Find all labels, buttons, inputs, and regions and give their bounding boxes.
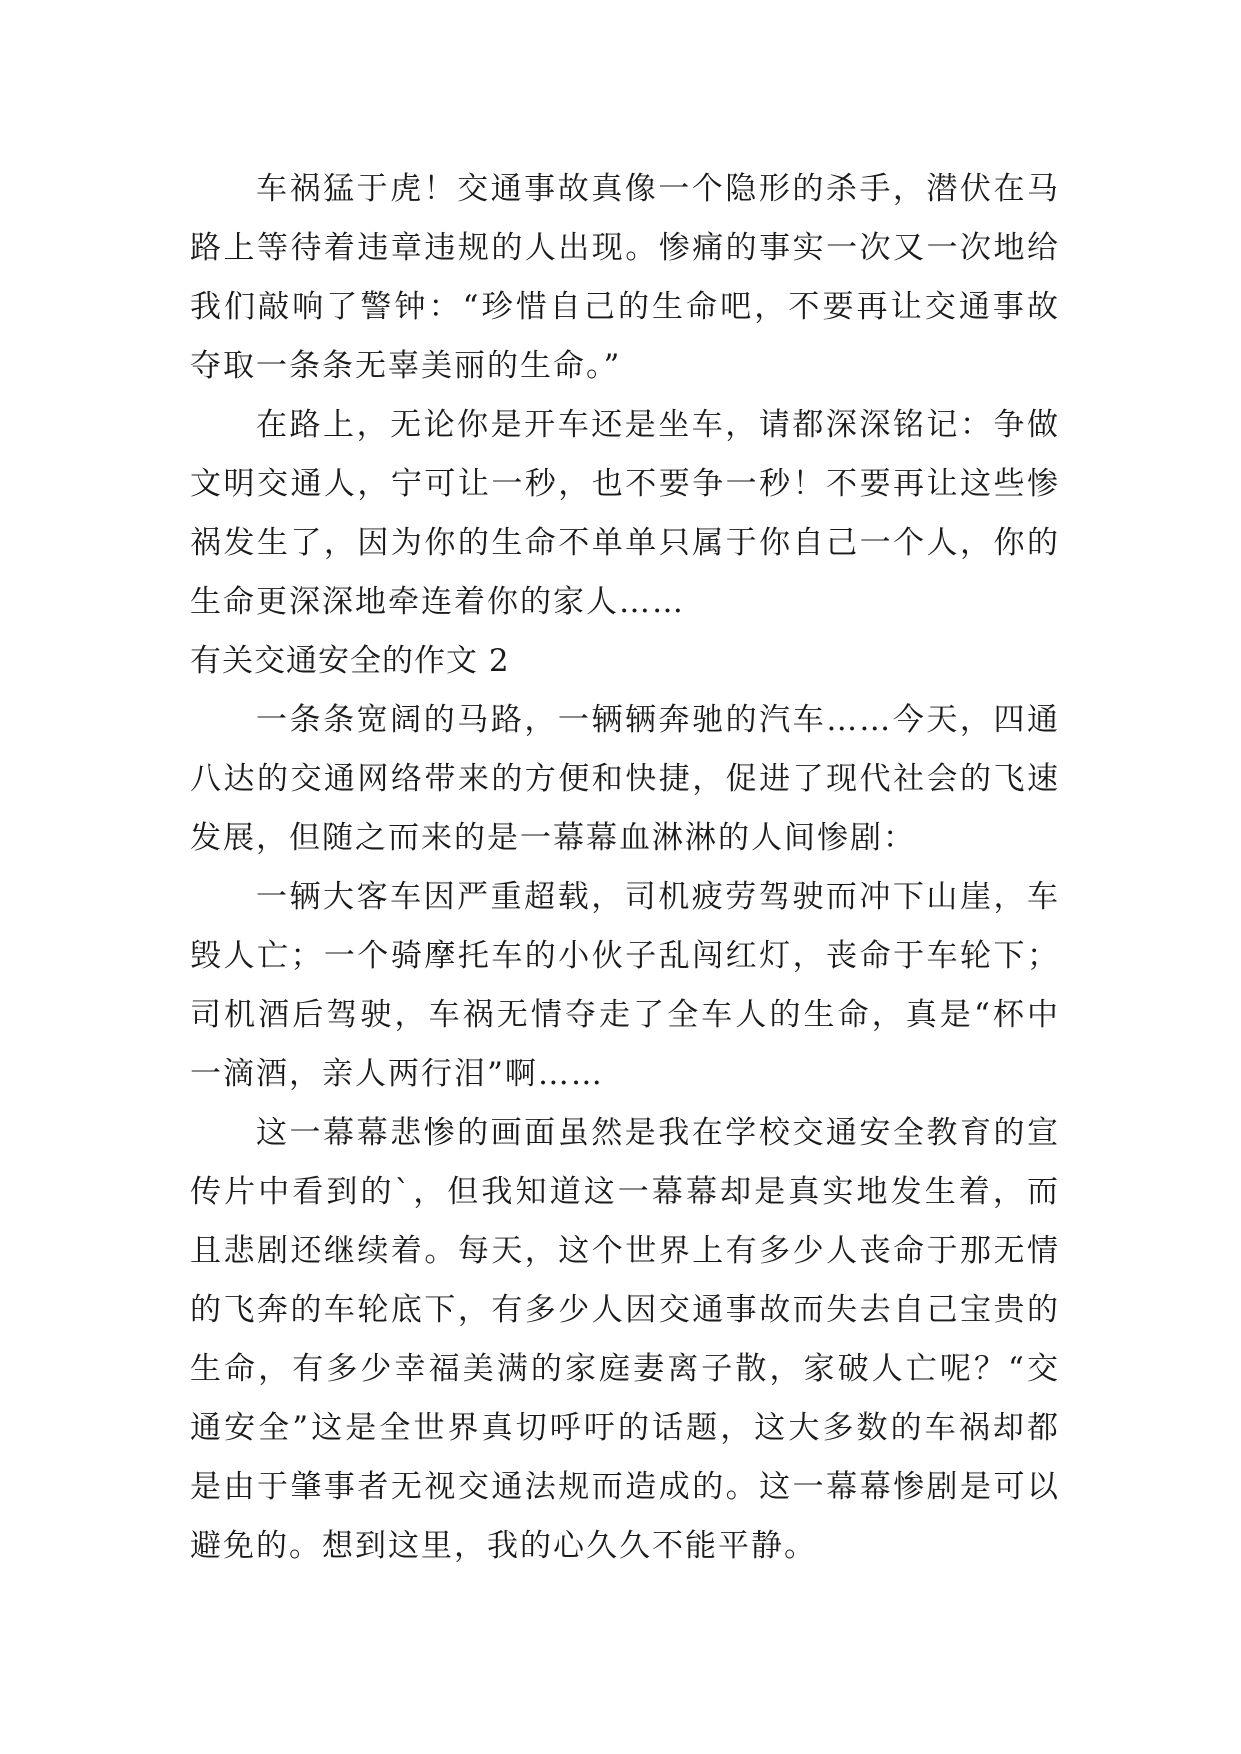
paragraph-traffic-killer: 车祸猛于虎！交通事故真像一个隐形的杀手，潜伏在马路上等待着违章违规的人出现。惨痛的事实一次又一次地给我们敲响了警钟：“珍惜自己的生命吧，不要再让交通事故夺取一条条无辜美丽的生命。” xyxy=(190,171,1060,384)
essay-body xyxy=(190,160,1060,1576)
paragraph-tragedies: 一辆大客车因严重超载，司机疲劳驾驶而冲下山崖，车毁人亡；一个骑摩托车的小伙子乱闯红灯，丧命于车轮下；司机酒后驾驶，车祸无情夺走了全车人的生命，真是“杯中一滴酒，亲人两行泪”啊…… xyxy=(190,879,1060,1092)
paragraph-roads-and-cars: 一条条宽阔的马路，一辆辆奔驰的汽车……今天，四通八达的交通网络带来的方便和快捷，促进了现代社会的飞速发展，但随之而来的是一幕幕血淋淋的人间惨剧： xyxy=(190,702,1060,856)
paragraph-reflection: 这一幕幕悲惨的画面虽然是我在学校交通安全教育的宣传片中看到的`，但我知道这一幕幕却是真实地发生着，而且悲剧还继续着。每天，这个世界上有多少人丧命于那无情的飞奔的车轮底下，有多少人因交通事故而失去自己宝贵的生命，有多少幸福美满的家庭妻离子散，家破人亡呢？“交通安全”这是全世界真切呼吁的话题，这大多数的车祸却都是由于肇事者无视交通法规而造成的。这一幕幕惨剧是可以避免的。想到这里，我的心久久不能平静。 xyxy=(190,1115,1060,1564)
essay-title: 有关交通安全的作文 2 xyxy=(190,643,510,679)
paragraph-civilized-traffic: 在路上，无论你是开车还是坐车，请都深深铭记：争做文明交通人，宁可让一秒，也不要争一秒！不要再让这些惨祸发生了，因为你的生命不单单只属于你自己一个人，你的生命更深深地牵连着你的家人…… xyxy=(190,407,1060,620)
